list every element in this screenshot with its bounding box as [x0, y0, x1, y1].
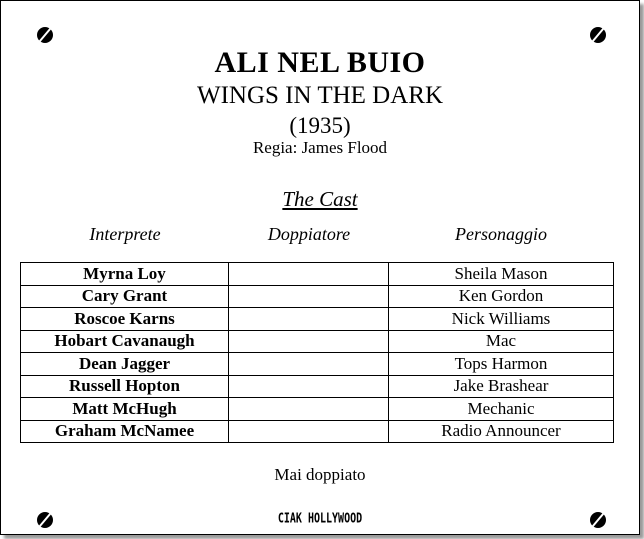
italian-title: ALI NEL BUIO: [214, 46, 426, 79]
role-cell: Sheila Mason: [389, 263, 614, 286]
actor-cell: Graham McNamee: [21, 420, 229, 443]
table-row: [21, 308, 614, 331]
screw-top-right-icon: [590, 27, 606, 43]
table-row: [21, 263, 614, 286]
dubber-cell: [229, 263, 389, 286]
table-row: [21, 398, 614, 421]
role-cell: Mac: [389, 330, 614, 353]
original-title: WINGS IN THE DARK: [196, 82, 444, 109]
role-cell: Nick Williams: [389, 308, 614, 331]
role-cell: Ken Gordon: [389, 285, 614, 308]
actor-cell: Hobart Cavanaugh: [21, 330, 229, 353]
role-cell: Radio Announcer: [389, 420, 614, 443]
director-credit: Regia: James Flood: [252, 138, 388, 157]
screw-top-left-icon: [37, 27, 53, 43]
table-row: [21, 330, 614, 353]
table-row: [21, 420, 614, 443]
role-cell: Jake Brashear: [389, 375, 614, 398]
table-row: [21, 375, 614, 398]
cast-heading: The Cast: [282, 187, 358, 211]
column-header-interprete: Interprete: [89, 224, 161, 244]
dubber-cell: [229, 420, 389, 443]
dubber-cell: [229, 308, 389, 331]
dubber-cell: [229, 398, 389, 421]
role-cell: Tops Harmon: [389, 353, 614, 376]
actor-cell: Matt McHugh: [21, 398, 229, 421]
dubber-cell: [229, 375, 389, 398]
actor-cell: Russell Hopton: [21, 375, 229, 398]
dubbing-note: Mai doppiato: [274, 465, 366, 484]
actor-cell: Myrna Loy: [21, 263, 229, 286]
dubber-cell: [229, 285, 389, 308]
release-year: (1935): [289, 113, 351, 138]
table-row: [21, 285, 614, 308]
actor-cell: Cary Grant: [21, 285, 229, 308]
cast-table: [20, 262, 614, 443]
table-row: [21, 353, 614, 376]
dubber-cell: [229, 353, 389, 376]
actor-cell: Dean Jagger: [21, 353, 229, 376]
ciak-hollywood-logo: CIAK HOLLYWOOD: [277, 512, 363, 527]
dubber-cell: [229, 330, 389, 353]
role-cell: Mechanic: [389, 398, 614, 421]
column-header-personaggio: Personaggio: [455, 224, 547, 244]
actor-cell: Roscoe Karns: [21, 308, 229, 331]
column-header-doppiatore: Doppiatore: [267, 224, 351, 244]
